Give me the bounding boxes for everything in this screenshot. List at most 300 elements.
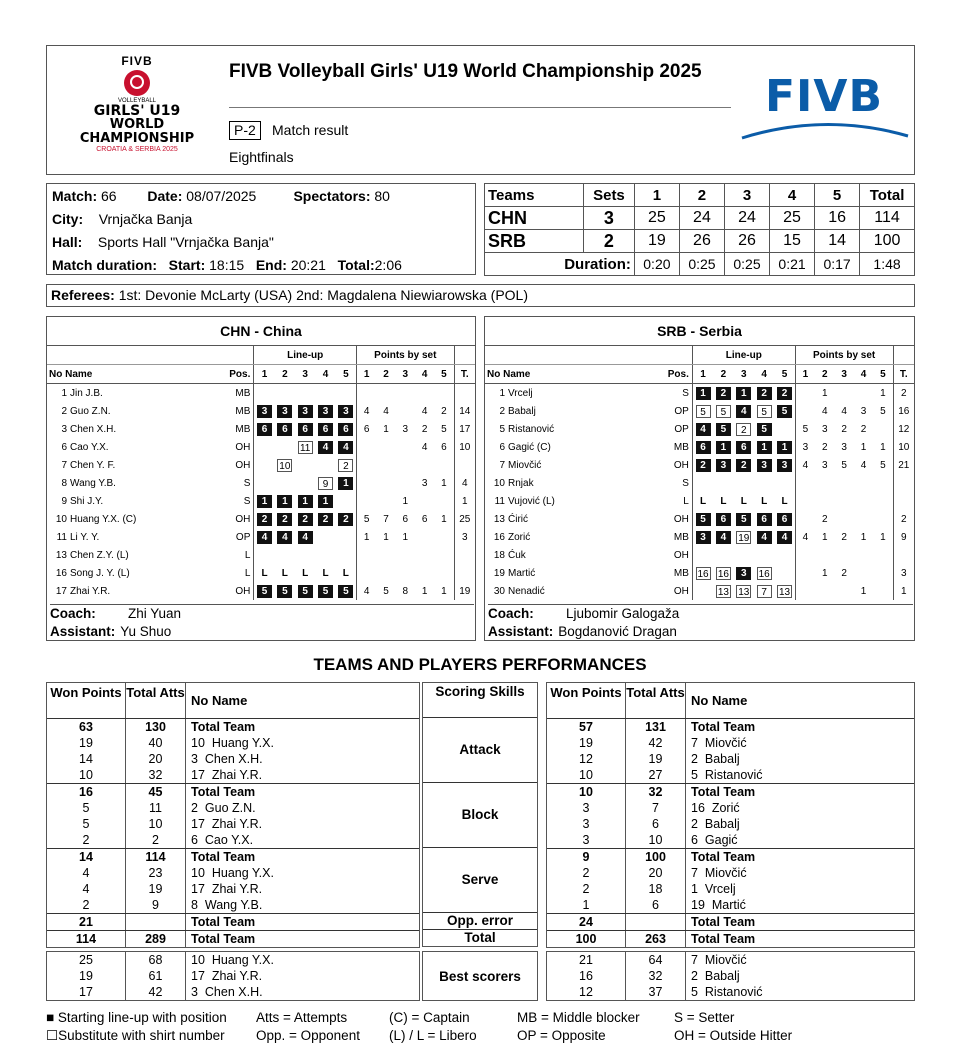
set-points: 6: [441, 441, 447, 453]
player-no-name: [47, 492, 222, 510]
referees-label: Referees:: [51, 287, 115, 303]
player-name: Chen Y. F.: [70, 459, 116, 471]
legend: [46, 1009, 834, 1045]
starting-position: 1: [338, 477, 353, 490]
starting-position: 2: [757, 387, 772, 400]
player-position: OH: [673, 585, 689, 597]
set-points: [834, 546, 853, 564]
duration-label: Duration:: [485, 253, 635, 276]
set-duration: 0:21: [770, 253, 815, 276]
player-number: 8: [61, 477, 67, 489]
player-no-name: 2 Babalj: [691, 817, 740, 831]
score-header-cell: Sets: [584, 184, 635, 207]
lineup-cell: [713, 564, 733, 582]
won-points: 12: [547, 751, 626, 767]
score-header-cell: 5: [815, 184, 860, 207]
set-points: [834, 510, 853, 528]
points-set-header: 1: [795, 365, 815, 384]
player-position: OH: [673, 513, 689, 525]
starting-position: 4: [277, 531, 292, 544]
lineup-cell: [713, 384, 733, 403]
roster-blank: [47, 346, 254, 365]
lineup-cell: [754, 438, 774, 456]
player-row: [485, 582, 914, 600]
assistant-name: Yu Shuo: [120, 624, 172, 639]
set-points: 4: [421, 441, 428, 453]
total-attempts: 37: [626, 984, 686, 1000]
performance-row: [47, 897, 419, 913]
points-set-header: 2: [376, 365, 395, 384]
no-name-header: No Name: [191, 693, 248, 708]
logo-fivb-text: FIVB: [121, 54, 153, 68]
substitute-number: 2: [338, 459, 353, 472]
lineup-cell: [774, 546, 795, 564]
set-score: 24: [724, 207, 769, 230]
starting-position: 4: [777, 531, 792, 544]
set-score: 19: [634, 230, 679, 253]
player-no-name: [47, 564, 222, 582]
set-points: 4: [795, 528, 815, 546]
player-number: 16: [493, 531, 505, 543]
player-row: [47, 420, 475, 438]
points-header: Points by set: [357, 346, 455, 365]
total-attempts: 263: [626, 931, 686, 947]
won-points: 16: [47, 784, 126, 800]
lineup-set-header: 5: [774, 365, 795, 384]
starting-position: 6: [777, 513, 792, 526]
starting-position: 3: [277, 405, 292, 418]
set-points: 6: [402, 513, 409, 525]
lineup-cell: [734, 438, 754, 456]
set-points: 1: [880, 387, 886, 399]
performance-row: [547, 719, 914, 735]
set-points: [376, 438, 395, 456]
total-attempts: [626, 914, 686, 930]
lineup-cell: [692, 420, 713, 438]
won-points: 24: [547, 914, 626, 930]
lineup-cell: [295, 474, 315, 492]
starting-position: 4: [257, 531, 272, 544]
document-code: P-2: [229, 121, 261, 140]
set-points: 1: [821, 387, 828, 399]
lineup-cell: [734, 474, 754, 492]
player-no-name: [485, 456, 660, 474]
lineup-cell: [315, 510, 335, 528]
starting-position: 2: [298, 513, 313, 526]
set-points: [854, 546, 873, 564]
starting-position: 3: [338, 405, 353, 418]
lineup-cell: [254, 420, 275, 438]
player-row: [485, 546, 914, 564]
set-points: 3: [860, 405, 867, 417]
substitute-number: 10: [279, 460, 291, 472]
total-attempts: 42: [126, 984, 186, 1000]
player-number: 16: [55, 567, 67, 579]
lineup-cell: [754, 564, 774, 582]
total-attempts: 42: [626, 735, 686, 751]
lineup-cell: [692, 492, 713, 510]
libero-mark: L: [740, 495, 747, 507]
legend-item: (L) / L = Libero: [389, 1028, 477, 1043]
legend-item: OP = Opposite: [517, 1028, 606, 1043]
player-number: 13: [493, 513, 505, 525]
set-points: [815, 492, 834, 510]
set-points: 1: [860, 441, 867, 453]
player-position: S: [243, 477, 251, 489]
set-points: 2: [441, 405, 447, 417]
won-points: 57: [547, 719, 626, 735]
player-total-points: 3: [893, 564, 914, 582]
player-no-name: 3 Chen X.H.: [191, 752, 263, 766]
total-attempts: 32: [126, 767, 186, 783]
lineup-cell: [734, 492, 754, 510]
set-points: [396, 456, 415, 474]
player-no-name: [485, 420, 660, 438]
set-points: [415, 492, 434, 510]
libero-mark: L: [322, 567, 329, 579]
player-no-name: Total Team: [191, 850, 256, 864]
roster-srb: [484, 316, 915, 641]
lineup-cell: [692, 546, 713, 564]
player-name: Cao Y.X.: [70, 441, 109, 453]
legend-item: ☐Substitute with shirt number: [46, 1028, 225, 1043]
player-name: Chen X.H.: [70, 423, 117, 435]
lineup-cell: [336, 546, 357, 564]
points-set-header: 4: [854, 365, 873, 384]
set-points: [396, 564, 415, 582]
starting-position: 3: [716, 459, 731, 472]
points-set-header: 5: [434, 365, 454, 384]
player-number: 19: [493, 567, 505, 579]
performance-row: [47, 816, 419, 832]
player-number: 9: [61, 495, 67, 507]
won-points: 25: [47, 952, 126, 968]
set-points: [434, 384, 454, 403]
lineup-cell: [336, 564, 357, 582]
won-points: 9: [547, 849, 626, 865]
set-score: 25: [770, 207, 815, 230]
match-info-table: [50, 184, 404, 276]
lineup-cell: [295, 384, 315, 403]
lineup-cell: [713, 546, 733, 564]
player-no-name: [485, 510, 660, 528]
duration-label: Match duration:: [52, 256, 157, 273]
points-set-header: 2: [815, 365, 834, 384]
starting-position: 6: [757, 513, 772, 526]
starting-position: 1: [298, 495, 313, 508]
total-attempts: 64: [626, 952, 686, 968]
set-points: [795, 510, 815, 528]
player-no-name: 6 Cao Y.X.: [191, 833, 254, 847]
set-points: [376, 546, 395, 564]
performance-row: [547, 984, 914, 1000]
points-set-header: 4: [415, 365, 434, 384]
set-points: 1: [821, 531, 828, 543]
lineup-cell: [295, 546, 315, 564]
lineup-cell: [336, 420, 357, 438]
player-position: S: [682, 387, 689, 399]
set-points: [415, 456, 434, 474]
performance-row: [547, 968, 914, 984]
player-total-points: [893, 492, 914, 510]
lineup-cell: [754, 474, 774, 492]
set-points: [795, 384, 815, 403]
player-total-points: 10: [454, 438, 475, 456]
total-attempts: 114: [126, 849, 186, 865]
won-points: 3: [547, 816, 626, 832]
set-points: [415, 528, 434, 546]
won-points: 17: [47, 984, 126, 1000]
starting-position: 4: [736, 405, 751, 418]
player-number: 11: [494, 495, 505, 507]
lineup-cell: [275, 384, 295, 403]
player-no-name: Total Team: [691, 785, 756, 799]
set-points: 5: [795, 420, 815, 438]
roster-table: [485, 346, 914, 600]
starting-position: 3: [777, 459, 792, 472]
player-name: Miovčić: [508, 459, 542, 471]
referees-box: [46, 284, 915, 307]
lineup-cell: [713, 402, 733, 420]
skill-label: Block: [423, 782, 537, 847]
document-type: Match result: [272, 122, 349, 138]
player-no-name: Total Team: [191, 915, 256, 929]
player-no-name: 5 Ristanović: [691, 985, 763, 999]
total-attempts: 32: [626, 784, 686, 800]
won-points: 2: [547, 881, 626, 897]
player-row: [47, 384, 475, 403]
total-attempts: 20: [626, 865, 686, 881]
player-position: MB: [235, 405, 251, 417]
set-points: [396, 402, 415, 420]
lineup-cell: [275, 438, 295, 456]
total-attempts: 68: [126, 952, 186, 968]
lineup-cell: [315, 456, 335, 474]
team-code: CHN: [485, 207, 584, 230]
lineup-cell: [692, 564, 713, 582]
set-score: 14: [815, 230, 860, 253]
set-points: 1: [383, 531, 389, 543]
starting-position: 3: [298, 405, 313, 418]
set-duration: 0:25: [724, 253, 769, 276]
total-header-blank: [454, 346, 475, 365]
performance-header: [47, 683, 419, 719]
roster-chn: [46, 316, 476, 641]
libero-mark: L: [302, 567, 309, 579]
lineup-cell: [713, 474, 733, 492]
set-duration-row: [485, 253, 915, 276]
lineup-cell: [315, 492, 335, 510]
player-no-name: [47, 528, 222, 546]
set-points: [357, 474, 377, 492]
substitute-number: 13: [778, 586, 791, 598]
lineup-cell: [713, 582, 733, 600]
total-attempts: 11: [126, 800, 186, 816]
player-name: Huang Y.X. (C): [70, 513, 137, 525]
set-points: [873, 546, 893, 564]
player-no-name: Total Team: [691, 850, 756, 864]
substitute-number: 2: [736, 423, 751, 436]
start-label: Start:: [168, 256, 206, 273]
page-title: FIVB Volleyball Girls' U19 World Championship 2025: [229, 61, 702, 82]
lineup-cell: [275, 492, 295, 510]
starting-position: 1: [716, 441, 731, 454]
lineup-cell: [754, 528, 774, 546]
total-attempts: 6: [626, 897, 686, 913]
set-points: 2: [841, 567, 847, 579]
lineup-cell: [275, 546, 295, 564]
lineup-cell: [734, 582, 754, 600]
player-no-name: Total Team: [191, 932, 256, 946]
player-number: 11: [56, 531, 67, 543]
starting-position: 6: [318, 423, 333, 436]
score-header-cell: 4: [770, 184, 815, 207]
city-label: City:: [52, 210, 84, 227]
set-points: [873, 474, 893, 492]
player-row: [47, 510, 475, 528]
starting-position: 6: [338, 423, 353, 436]
spectators-value: 80: [374, 187, 390, 204]
set-points: [357, 546, 377, 564]
set-points: [376, 474, 395, 492]
set-points: [357, 564, 377, 582]
set-points: [815, 582, 834, 600]
lineup-set-header: 2: [713, 365, 733, 384]
volleyball-icon: [124, 70, 150, 96]
starting-position: 1: [696, 387, 711, 400]
lineup-cell: [336, 384, 357, 403]
points-set-header: 3: [396, 365, 415, 384]
set-points: [376, 456, 395, 474]
player-name: Wang Y.B.: [70, 477, 116, 489]
lineup-cell: [774, 528, 795, 546]
coach-row: [488, 604, 913, 641]
pos-header: Pos.: [660, 365, 692, 384]
set-points: [834, 582, 853, 600]
player-row: [485, 528, 914, 546]
set-score: 114: [860, 207, 915, 230]
lineup-cell: [295, 420, 315, 438]
won-points: 3: [547, 832, 626, 848]
player-row: [47, 492, 475, 510]
set-points: [854, 384, 873, 403]
player-no-name: [485, 384, 660, 403]
player-position: OH: [235, 459, 251, 471]
player-number: 2: [499, 405, 505, 417]
set-points: 4: [357, 402, 377, 420]
player-no-name: [485, 546, 660, 564]
performance-row: [547, 930, 914, 947]
starting-position: 5: [716, 423, 731, 436]
set-points: 5: [357, 510, 377, 528]
set-points: [434, 564, 454, 582]
player-no-name: Total Team: [691, 720, 756, 734]
player-no-name: Total Team: [691, 915, 756, 929]
lineup-cell: [774, 474, 795, 492]
lineup-cell: [734, 384, 754, 403]
player-position: OP: [235, 531, 251, 543]
lineup-cell: [774, 456, 795, 474]
score-header-cell: 3: [724, 184, 769, 207]
lineup-cell: [254, 582, 275, 600]
skill-label: Serve: [423, 847, 537, 912]
set-points: [415, 564, 434, 582]
score-header-cell: Teams: [485, 184, 584, 207]
performance-chn: [46, 951, 420, 1001]
lineup-cell: [692, 402, 713, 420]
starting-position: 4: [298, 531, 313, 544]
score-row-srb: [485, 230, 915, 253]
lineup-cell: [275, 510, 295, 528]
player-name: Nenadić: [508, 585, 545, 597]
player-row: [47, 528, 475, 546]
lineup-cell: [275, 420, 295, 438]
player-row: [485, 438, 914, 456]
lineup-cell: [315, 438, 335, 456]
lineup-cell: [774, 438, 795, 456]
set-points: [376, 564, 395, 582]
player-number: 1: [499, 387, 505, 399]
player-no-name: [47, 546, 222, 564]
total-attempts: 6: [626, 816, 686, 832]
lineup-cell: [275, 456, 295, 474]
lineup-cell: [295, 510, 315, 528]
set-points: 1: [421, 585, 428, 597]
score-table: [484, 183, 915, 276]
player-no-name: 2 Guo Z.N.: [191, 801, 256, 815]
set-points: 2: [841, 531, 847, 543]
player-name: Zhai Y.R.: [70, 585, 111, 597]
starting-position: 5: [338, 585, 353, 598]
lineup-cell: [254, 546, 275, 564]
set-points: 2: [821, 513, 828, 525]
total-attempts: 45: [126, 784, 186, 800]
performance-row: [47, 968, 419, 984]
player-name: Zorić: [508, 531, 531, 543]
set-points: 4: [841, 405, 847, 417]
score-header-cell: Total: [860, 184, 915, 207]
lineup-cell: [774, 402, 795, 420]
skill-label: Opp. error: [423, 912, 537, 929]
lineup-set-header: 1: [254, 365, 275, 384]
points-header: Points by set: [795, 346, 893, 365]
roster-subheader-row: [485, 365, 914, 384]
player-no-name: 10 Huang Y.X.: [191, 866, 274, 880]
set-points: 2: [821, 441, 828, 453]
set-duration: 0:17: [815, 253, 860, 276]
hall-value: Sports Hall "Vrnjačka Banja": [97, 233, 274, 250]
player-total-points: 19: [454, 582, 475, 600]
player-name: Ristanović: [508, 423, 555, 435]
starting-position: 3: [257, 405, 272, 418]
coach-label: Coach:: [488, 606, 534, 621]
total-attempts: 9: [126, 897, 186, 913]
player-no-name: 17 Zhai Y.R.: [191, 817, 263, 831]
performance-row: [47, 881, 419, 897]
player-position: L: [683, 495, 689, 507]
set-points: [357, 456, 377, 474]
starting-position: 5: [298, 585, 313, 598]
set-score: 26: [679, 230, 724, 253]
starting-position: 1: [757, 441, 772, 454]
total-attempts: 100: [626, 849, 686, 865]
set-points: [873, 582, 893, 600]
set-points: 1: [402, 531, 409, 543]
set-points: [873, 420, 893, 438]
lineup-cell: [336, 528, 357, 546]
player-number: 2: [61, 405, 67, 417]
lineup-cell: [774, 510, 795, 528]
